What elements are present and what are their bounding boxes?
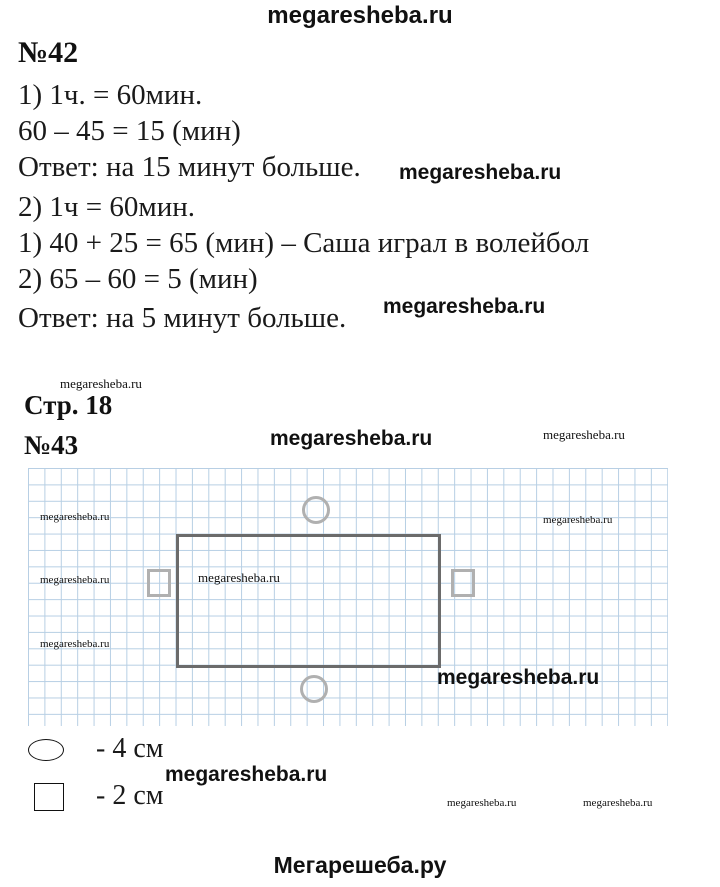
task-42-line-5: 1) 40 + 25 = 65 (мин) – Саша играл в волейбол (18, 227, 590, 259)
task-43-heading: №43 (24, 430, 79, 460)
circle-mark-top-icon (302, 496, 330, 524)
site-title-top: megaresheba.ru (267, 2, 453, 29)
square-mark-right-icon (451, 569, 475, 597)
watermark: megaresheba.ru (583, 797, 653, 809)
watermark: megaresheba.ru (383, 295, 546, 318)
oval-icon (28, 739, 64, 761)
watermark: megaresheba.ru (447, 797, 517, 809)
page-reference: Стр. 18 (24, 390, 113, 420)
task-42-line-4: 2) 1ч = 60мин. (18, 191, 195, 223)
task-42-heading: №42 (18, 36, 79, 69)
task-42-line-7: Ответ: на 5 минут больше. (18, 302, 347, 334)
watermark: megaresheba.ru (399, 161, 562, 184)
task-42-line-3: Ответ: на 15 минут больше. (18, 151, 361, 183)
watermark: megaresheba.ru (40, 511, 110, 523)
watermark: megaresheba.ru (40, 638, 110, 650)
watermark: megaresheba.ru (437, 666, 600, 689)
watermark: megaresheba.ru (543, 514, 613, 526)
square-icon (34, 783, 64, 811)
legend-oval-text: - 4 см (96, 733, 164, 764)
watermark: megaresheba.ru (543, 427, 625, 442)
watermark: megaresheba.ru (198, 570, 280, 585)
watermark: megaresheba.ru (165, 763, 328, 786)
watermark: megaresheba.ru (270, 427, 433, 450)
task-42-line-2: 60 – 45 = 15 (мин) (18, 115, 241, 147)
rectangle-figure (176, 534, 441, 668)
watermark: megaresheba.ru (40, 574, 110, 586)
square-mark-left-icon (147, 569, 171, 597)
watermark: megaresheba.ru (60, 376, 142, 391)
task-42-line-1: 1) 1ч. = 60мин. (18, 79, 203, 111)
circle-mark-bottom-icon (300, 675, 328, 703)
site-title-bottom: Мегарешеба.ру (273, 852, 447, 878)
task-42-line-6: 2) 65 – 60 = 5 (мин) (18, 263, 258, 295)
legend-square-text: - 2 см (96, 780, 164, 811)
